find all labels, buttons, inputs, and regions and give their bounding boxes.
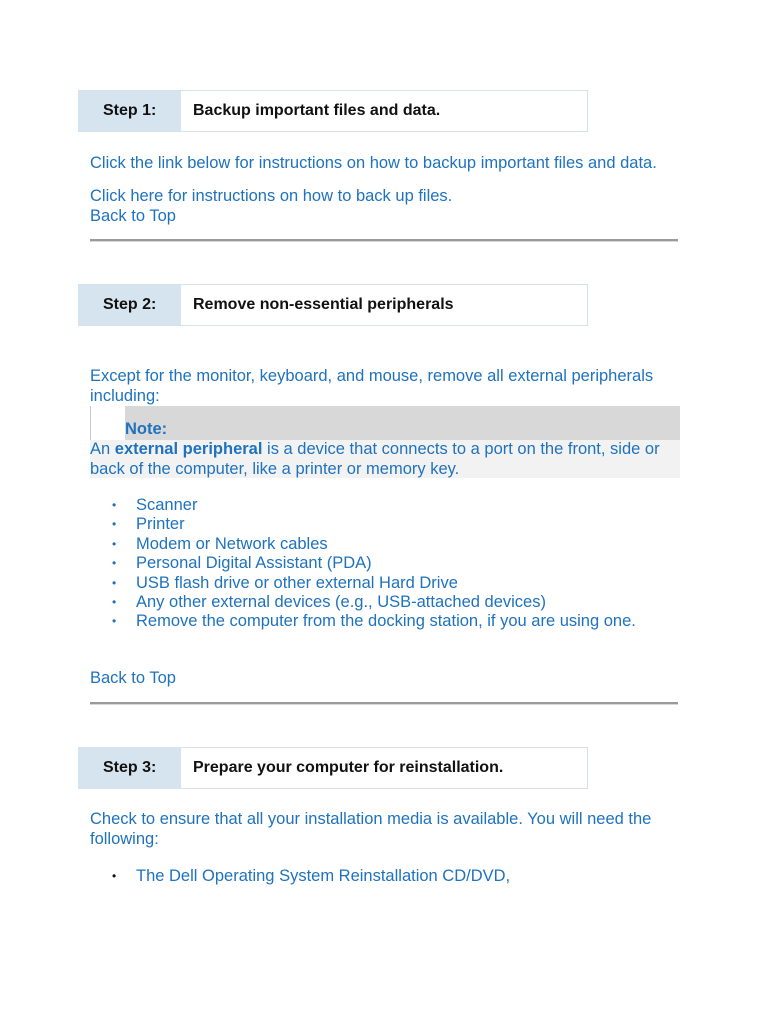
bullet-icon: •: [112, 614, 117, 629]
step-3-title: Prepare your computer for reinstallation.: [181, 748, 587, 788]
list-item-text: Remove the computer from the docking station, if you are using one.: [136, 612, 636, 631]
peripherals-list: [90, 496, 636, 632]
note-header-bar: [125, 406, 680, 440]
list-item-text: Modem or Network cables: [136, 534, 328, 553]
list-item: [90, 612, 636, 631]
list-item: [90, 593, 636, 612]
list-item: [90, 554, 636, 573]
note-text: [90, 439, 680, 479]
bullet-icon: •: [112, 536, 117, 551]
list-item: [90, 574, 636, 593]
step-3-intro: Check to ensure that all your installation media is available. You will need the following:: [90, 810, 652, 848]
note-prefix: An: [90, 440, 115, 458]
list-item-text: USB flash drive or other external Hard Drive: [136, 573, 458, 592]
step-2-intro: Except for the monitor, keyboard, and mouse, remove all external peripherals including:: [90, 367, 654, 405]
list-item-text: Personal Digital Assistant (PDA): [136, 554, 372, 573]
media-list: [90, 867, 510, 886]
note-box: [90, 406, 680, 478]
note-rest: is a device that connects to a port on the front, side or back of the computer, like a printer or memory key.: [90, 440, 660, 478]
note-edge: [90, 406, 91, 440]
bullet-icon: •: [112, 517, 117, 532]
note-label: Note:: [125, 420, 168, 438]
step-2-label: Step 2:: [79, 285, 181, 325]
bullet-icon: •: [112, 575, 117, 590]
bullet-icon: •: [112, 498, 117, 512]
back-to-top-link-2[interactable]: Back to Top: [90, 669, 176, 687]
back-to-top-link-1[interactable]: Back to Top: [90, 207, 176, 225]
step-1-intro: Click the link below for instructions on how to backup important files and data.: [90, 154, 657, 172]
bullet-icon: •: [112, 595, 117, 610]
note-term: external peripheral: [114, 440, 263, 458]
list-item: [90, 867, 510, 886]
list-item: [90, 535, 636, 554]
list-item-text: Printer: [136, 515, 185, 534]
step-1-header: [78, 90, 588, 132]
step-2-title: Remove non-essential peripherals: [181, 285, 587, 325]
step-3-header: [78, 747, 588, 789]
section-divider-1: [90, 239, 678, 242]
step-1-title: Backup important files and data.: [181, 91, 587, 131]
list-item-text: Scanner: [136, 496, 198, 514]
list-item-text: The Dell Operating System Reinstallation CD/DVD,: [136, 867, 511, 885]
bullet-icon: •: [112, 556, 117, 571]
section-divider-2: [90, 702, 678, 705]
list-item: [90, 496, 636, 515]
list-item: [90, 515, 636, 534]
bullet-icon: •: [112, 869, 117, 883]
step-2-header: [78, 284, 588, 326]
backup-instructions-link[interactable]: Click here for instructions on how to back up files.: [90, 187, 453, 205]
step-1-label: Step 1:: [79, 91, 181, 131]
list-item-text: Any other external devices (e.g., USB-attached devices): [136, 593, 546, 612]
step-3-label: Step 3:: [79, 748, 181, 788]
